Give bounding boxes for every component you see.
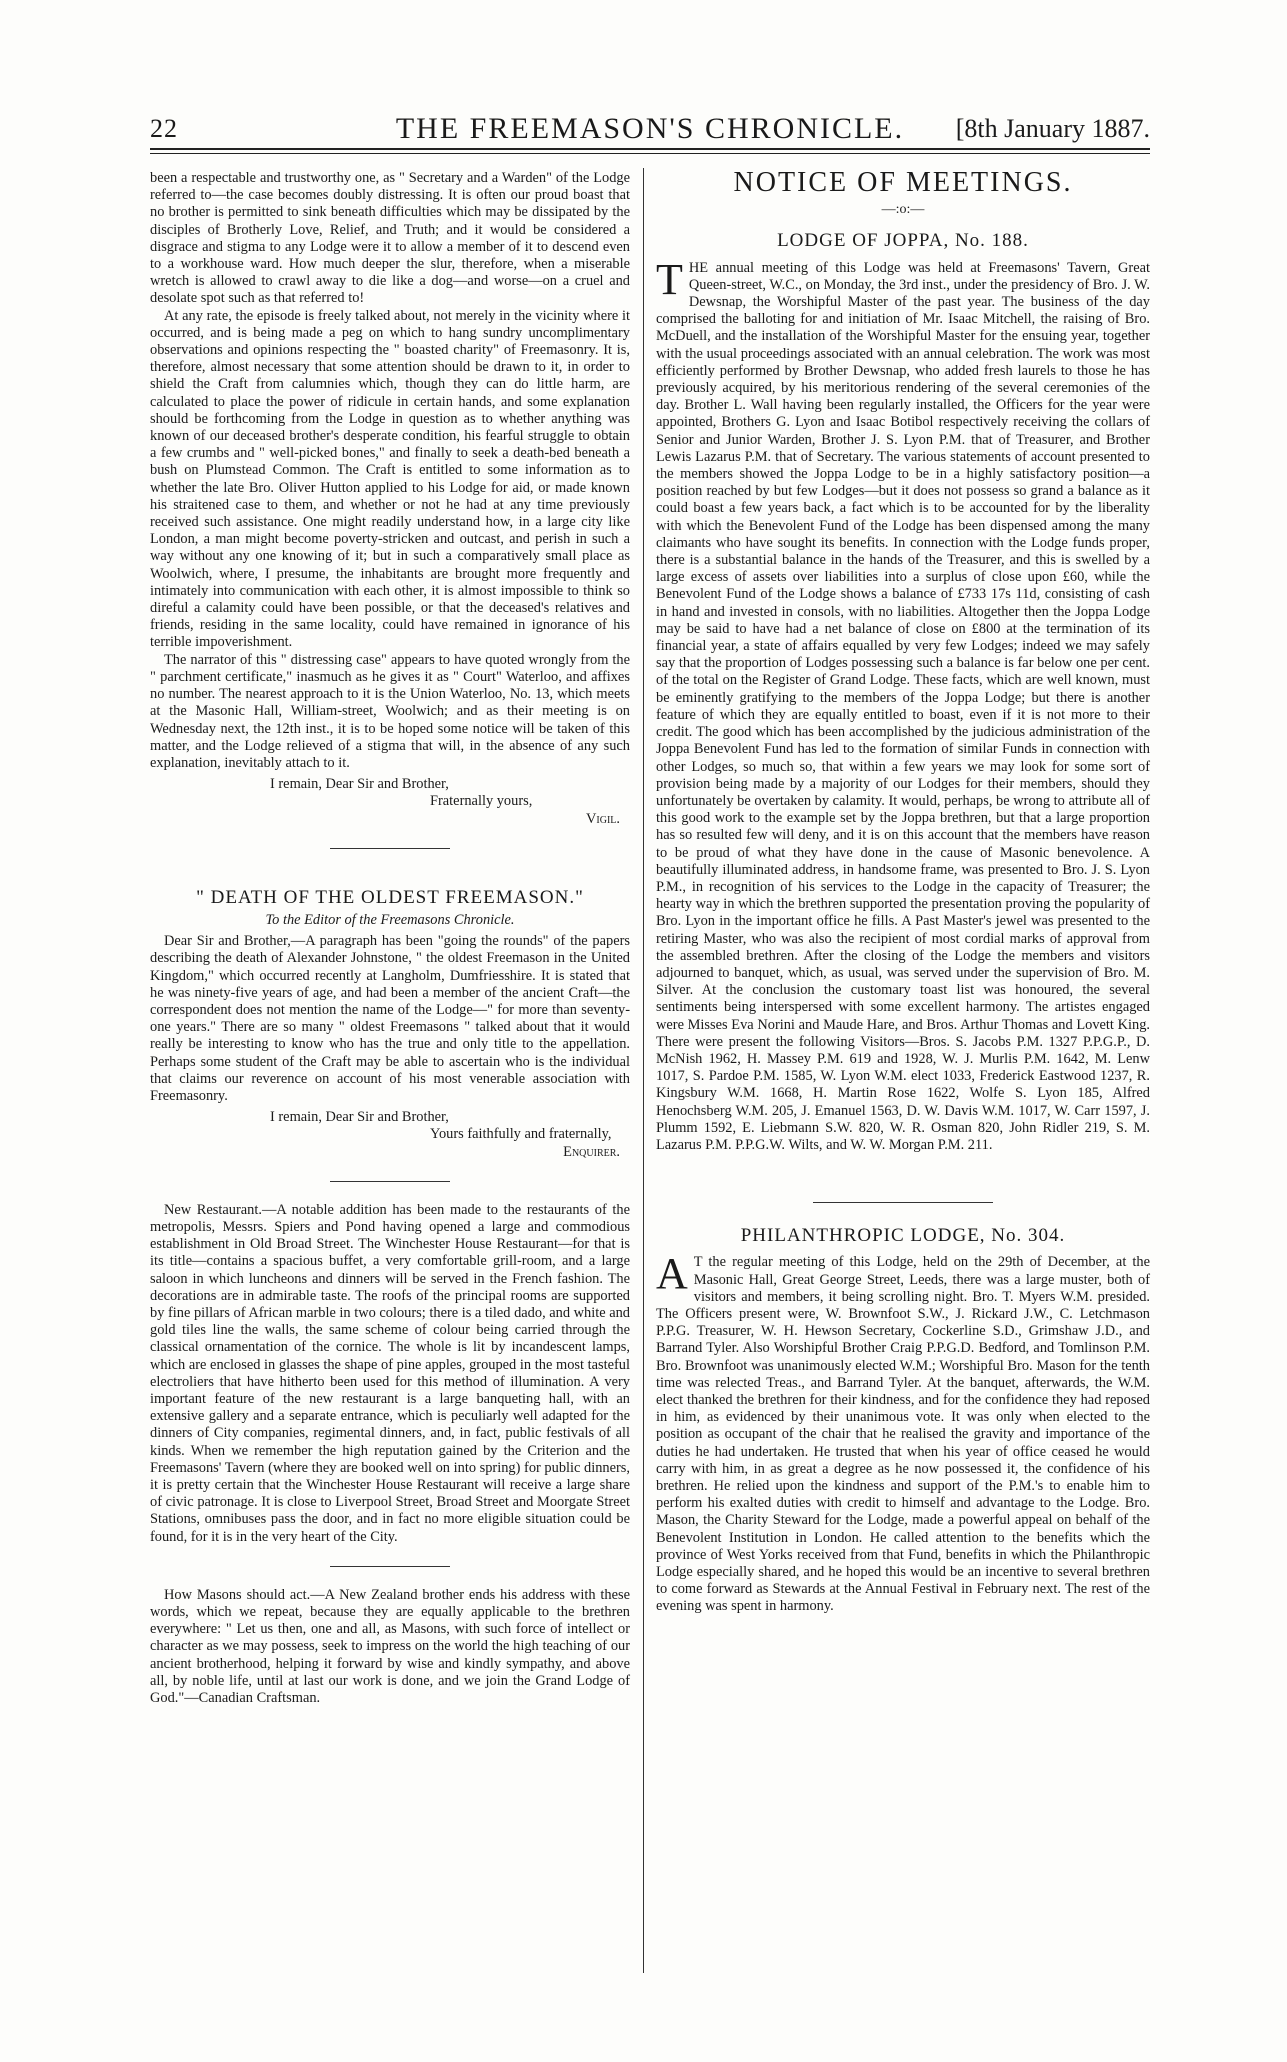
death-heading: " DEATH OF THE OLDEST FREEMASON." bbox=[196, 886, 584, 908]
ornament-separator: —:o:— bbox=[881, 202, 925, 218]
masthead-rule-thin bbox=[150, 153, 1150, 154]
letter-closing-2: Fraternally yours, bbox=[430, 793, 533, 810]
section-rule bbox=[330, 1181, 450, 1182]
issue-date: [8th January 1887. bbox=[955, 114, 1150, 143]
death-signature: Enquirer. bbox=[563, 1143, 620, 1160]
death-closing-2: Yours faithfully and fraternally, bbox=[430, 1126, 612, 1143]
section-rule bbox=[813, 1202, 993, 1203]
masons-paragraph: How Masons should act.—A New Zealand brother ends his address with these words, which we repeat, because they are equally applicable to the brethren everywhere: " Let us then, one and all, as Masons, with such force of intellect or character as we may possess, seek to impress on the world the high teaching of our ancient brotherhood, helping it forward by wise and kindly sympathy, and above all, by noble life, until at last our work is done, and we join the Grand Lodge of God."—Canadian Craftsman. bbox=[150, 1586, 630, 1707]
philanthropic-text: T the regular meeting of this Lodge, held on the 29th of December, at the Masonic Hall, Great George Street, Leeds, there was a large muster, both of visitors and members, it being scrolling night. Bro. T. Myers W.M. presided. The Officers present were, W. Brownfoot S.W., J. Rickard J.W., C. Letchmason P.P.G. Treasurer, W. H. Hewson Secretary, Cockerline S.D., Grimshaw J.D., and Barrand Tyler. Also Worshipful Brother Craig P.P.G.D. Bedford, and Tomlinson P.M. Bro. Brownfoot was unanimously elected W.M.; Worshipful Bro. Mason for the tenth time was relected Treas., and Barrand Tyler. At the banquet, afterwards, the W.M. elect thanked the brethren for their kindness, and for the confidence they had reposed in him, as evidenced by their unanimous vote. It was only when elected to the position as occupant of the chair that he realised the gravity and importance of the duties he had undertaken. He trusted that when his year of office ceased he would carry with him, in as great a degree as he now possessed it, the confidence of his brethren. He relied upon the kindness and support of the P.M.'s to enable him to perform his exalted duties with credit to himself and advantage to the Lodge. Bro. Mason, the Charity Steward for the Lodge, made a powerful appeal on behalf of the Benevolent Institution in London. He called attention to the benefits which the province of West Yorks received from that Fund, benefits in which the Philanthropic Lodge especially shared, and he hoped this would be an incentive to several brethren to come forward as Stewards at the Annual Festival in February next. The rest of the evening was spent in harmony. bbox=[656, 1254, 1150, 1615]
death-closing: I remain, Dear Sir and Brother, bbox=[270, 1109, 449, 1126]
letter-closing: I remain, Dear Sir and Brother, bbox=[270, 776, 449, 793]
section-rule bbox=[330, 848, 450, 849]
philanthropic-heading: PHILANTHROPIC LODGE, No. 304. bbox=[740, 1225, 1066, 1247]
restaurant-paragraph: New Restaurant.—A notable addition has been made to the restaurants of the metropolis, Messrs. Spiers and Pond having opened a large and commodious establishment in Old Broad Street. The Winchester House Restaurant—for that is its title—contains a spacious buffet, a very comfortable grill-room, and a large saloon in which luncheons and dinners will be served in the French fashion. The decorations are in admirable taste. The roofs of the principal rooms are supported by fine pillars of African marble in two colours; there is a tiled dado, and white and gold tiles line the walls, the same scheme of colour being carried through the classical ornamentation of the cornice. The whole is lit by incandescent lamps, which are enclosed in glasses the shape of pine apples, grouped in the most tasteful electroliers that have hitherto been used for this method of illumination. A very important feature of the new restaurant is a large banqueting hall, with an extensive gallery and a separate entrance, which is peculiarly well adapted for the dinners of City companies, regimental dinners, and, in fact, public festivals of all kinds. When we remember the high reputation gained by the Criterion and the Freemasons' Tavern (where they are booked well on into spring) for public dinners, it is pretty certain that the Winchester House Restaurant will receive a large share of civic patronage. It is close to Liverpool Street, Broad Street and Moorgate Street Stations, omnibuses pass the door, and in fact no more eligible situation could be found, for it is in the very heart of the City. bbox=[150, 1201, 630, 1545]
right-column bbox=[656, 167, 1150, 1616]
masthead bbox=[150, 110, 1150, 150]
page-number: 22 bbox=[150, 114, 178, 143]
joppa-text: HE annual meeting of this Lodge was held at Freemasons' Tavern, Great Queen-street, W.C., on Monday, the 3rd inst., under the presidency of Bro. J. W. Dewsnap, the Worshipful Master of the past year. The business of the day comprised the balloting for and initiation of Mr. Isaac Mitchell, the raising of Bro. McDuell, and the installation of the Worshipful Master for the ensuing year, together with the usual proceedings associated with an annual celebration. The work was most efficiently performed by Brother Dewsnap, who added fresh laurels to those he has previously acquired, by his meritorious rendering of the several ceremonies of the day. Brother L. Wall having been regularly installed, the Officers for the year were appointed, Brothers G. Lyon and Isaac Botibol respectively receiving the collars of Senior and Junior Warden, Brother J. S. Lyon P.M. that of Treasurer, and Brother Lewis Lazarus P.M. that of Secretary. The various statements of account presented to the members showed the Joppa Lodge to be in a highly satisfactory position—a position reached by but few Lodges—but it does not possess so grand a balance as it could boast a few years back, a fact which is to be accounted for by the liberality with which the Benevolent Fund of the Lodge has been dispensed among the many claimants who have sought its benefits. In connection with the Lodge funds proper, there is a substantial balance in the hands of the Treasurer, and this is swelled by a large excess of assets over liabilities into a surplus of close upon £60, while the Benevolent Fund of the Lodge shows a balance of £733 17s 11d, consisting of cash in hand and invested in consols, with no liabilities. Altogether then the Joppa Lodge may be said to have had a net balance of close on £800 at the termination of its financial year, a state of affairs equalled by very few Lodges; indeed we may safely say that the proportion of Lodges possessing such a balance is far below one per cent. of the total on the Register of Grand Lodge. These facts, which are well known, must be eminently gratifying to the members of the Joppa Lodge; but there is another feature of which they are equally entitled to boast, even if it is not more to their credit. The good which has been accomplished by the judicious administration of the Joppa Benevolent Fund has led to the formation of similar Funds in connection with other Lodges, so much so, that within a few years we may look for some sort of provision being made by a majority of our Lodges for their members, should they unfortunately be overtaken by calamity. It would, perhaps, be wrong to attribute all of this good work to the example set by the Joppa brethren, but that a large proportion has so resulted few will deny, and it is on this account that the members have reason to be proud of what they have done in the cause of Masonic benevolence. A beautifully illuminated address, in handsome frame, was presented to Bro. J. S. Lyon P.M., in recognition of his services to the Lodge in the capacity of Treasurer; the hearty way in which the brethren supported the presentation proving the popularity of Bro. Lyon in the important office he fills. A Past Master's jewel was presented to the retiring Master, who was also the recipient of most cordial marks of approval from the assembled brethren. After the closing of the Lodge the members and visitors adjourned to banquet, which, as usual, was served under the supervision of Bro. M. Silver. At the conclusion the customary toast list was honoured, the several sentiments being interspersed with some excellent harmony. The artistes engaged were Misses Eva Norini and Maude Hare, and Bros. Arthur Thomas and Lovett King. There were present the following Visitors—Bros. S. Jacobs P.M. 1327 P.P.G.P., D. McNish 1962, H. Massey P.M. 619 and 1928, W. J. Murlis P.M. 1642, M. Lenw 1017, S. Pardoe P.M. 1585, W. Lyon W.M. elect 1033, Frederick Eastwood 1237, R. Kingsbury W.M. 1668, H. Martin Rose 1622, Wolfe S. Lyon 185, Alfred Henochsberg W.M. 205, J. Emanuel 1563, D. W. Davis W.M. 1017, W. Carr 1597, J. Plumm 1592, E. Liebmann S.W. 820, W. R. Osman 820, John Ridler 219, S. M. Lazarus P.M. P.P.G.W. Wilts, and W. W. Morgan P.M. 211. bbox=[656, 259, 1150, 1153]
notice-heading: NOTICE OF MEETINGS. bbox=[733, 167, 1073, 198]
death-paragraph: Dear Sir and Brother,—A paragraph has been "going the rounds" of the papers describing the death of Alexander Johnstone, " the oldest Freemason in the United Kingdom," which occurred recently at Langholm, Dumfriesshire. It is stated that he was ninety-five years of age, and had been a member of the ancient Craft—the correspondent does not mention the name of the Lodge—" for more than seventy-one years." There are so many " oldest Freemasons " talked about that it would really be interesting to know who has the true and only title to the appellation. Perhaps some student of the Craft may be able to ascertain who is the individual that claims our reverence on account of his most venerable association with Freemasonry. bbox=[150, 933, 630, 1104]
letter-paragraph: At any rate, the episode is freely talked about, not merely in the vicinity where it occurred, and is being made a peg on which to hang sundry uncomplimentary observations and opinions respecting the " boasted charity" of Freemasonry. It is, therefore, almost necessary that some attention should be drawn to it, in order to shield the Craft from calumnies which, though they can do little harm, are calculated to place the power of ridicule in certain hands, and some explanation should be forthcoming from the Lodge in question as to whether anything was known of our deceased brother's desperate condition, his fearful struggle to obtain a few crumbs and " well-picked bones," and finally to seek a death-bed beneath a bush on Plumstead Common. The Craft is entitled to some information as to whether the late Bro. Oliver Hutton applied to his Lodge for aid, or made known his straitened case to them, and whether or not he had at any time previously received such assistance. One might readily understand how, in a large city like London, a man might become poverty-stricken and outcast, and perish in such a way without any one knowing of it; but in such a comparatively small place as Woolwich, where, I presume, the inhabitants are brought more frequently and intimately into communication with each other, it is almost impossible to think so direful a calamity could have been possible, or that the deceased's relatives and friends, residing in the same locality, could have remained in ignorance of his terrible impoverishment. bbox=[150, 307, 630, 651]
letter-paragraph: The narrator of this " distressing case" appears to have quoted wrongly from the " parchment certificate," inasmuch as he gives it as " Court" Waterloo, and affixes no number. The nearest approach to it is the Union Waterloo, No. 13, which meets at the Masonic Hall, William-street, Woolwich; and as their meeting is on Wednesday next, the 12th inst., it is to be hoped some notice will be taken of this matter, and the Lodge relieved of a stigma that will, in the absence of any such explanation, inevitably attach to it. bbox=[150, 651, 630, 771]
newspaper-title: THE FREEMASON'S CHRONICLE. bbox=[395, 112, 905, 145]
masthead-rule bbox=[150, 148, 1150, 150]
joppa-paragraph bbox=[656, 254, 1150, 1155]
section-rule bbox=[330, 1566, 450, 1567]
left-column bbox=[150, 170, 630, 1707]
joppa-heading: LODGE OF JOPPA, No. 188. bbox=[777, 230, 1029, 252]
drop-cap: A bbox=[656, 1249, 688, 1299]
letter-paragraph: been a respectable and trustworthy one, as " Secretary and a Warden" of the Lodge referred to—the case becomes doubly distressing. It is often our proud boast that no brother is permitted to sink beneath difficulties which may be dissipated by the disciples of Brotherly Love, Relief, and Truth; and it would be considered a disgrace and stigma to any Lodge were it to allow a member of it to descend even to a workhouse ward. How much deeper the slur, therefore, when a miserable wretch is allowed to crawl away to die like a dog—and worse—on a cruel and desolate spot such as that referred to! bbox=[150, 170, 630, 307]
drop-cap: T bbox=[656, 254, 683, 304]
philanthropic-paragraph bbox=[656, 1249, 1150, 1615]
column-divider bbox=[643, 168, 644, 1973]
letter-signature: Vigil. bbox=[586, 810, 620, 827]
death-editor-line: To the Editor of the Freemasons Chronicle. bbox=[265, 911, 515, 928]
